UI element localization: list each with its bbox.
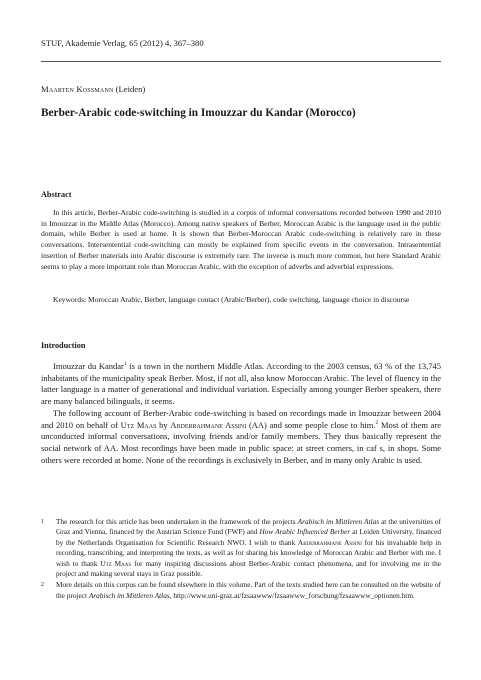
footnote-url-text[interactable]: , http://www.uni-graz.at/fzsaawww/fzsaawww_forschung/fzsaawww_optionen.htm. bbox=[169, 590, 415, 600]
keywords: Keywords: Moroccan Arabic, Berber, language contact (Arabic/Berber), code switching, language choice in discourse bbox=[53, 295, 410, 304]
abstract-heading: Abstract bbox=[41, 190, 72, 199]
text-run: Imouzzar du Kandar bbox=[53, 361, 124, 371]
person-name: Utz Maas bbox=[100, 558, 132, 568]
intro-paragraph-2 bbox=[41, 408, 441, 467]
project-title: Arabisch im Mittleren Atlas bbox=[88, 590, 170, 600]
text-run: Most of them are unconducted informal conversations, involving friends and/or family members. They thus basically represent the social network of AA. Most recordings have been made in public space: at street corners, in caf s, in shops. Some others were recorded at home. None of the recordings is exclusively in Berber, and in many only Arabic is used. bbox=[41, 419, 442, 465]
abstract-paragraph: In this article, Berber-Arabic code-switching is studied in a corpus of informal conversations recorded between 1990 and 2010 in Imouzzar in the Middle Atlas (Morocco). Among native speakers of Berber, Moroccan Arabic is the language used in the public domain, while Berber is used at home. It is shown that Berber-Moroccan Arabic code-switching is relatively rare in these conversations. Intersentential code-switching can mostly be explained from specific events in the conversation. Intrasentential insertion of Berber materials into Arabic discourse is extremely rare. The inverse is much more common, but here Standard Arabic seems to play a more important role than Moroccan Arabic, with the exception of adverbs and adverbial expressions. bbox=[41, 208, 441, 271]
text-run: at Leiden University, financed by the Netherlands Organisation for Scientific Research NWO. I wish to thank bbox=[56, 527, 441, 547]
footnote-2 bbox=[41, 580, 441, 601]
footnote-number: 1 bbox=[41, 519, 44, 525]
text-run: by bbox=[156, 419, 171, 430]
footnotes bbox=[41, 517, 441, 602]
project-title: Arabisch im Mittleren Atlas bbox=[297, 517, 380, 526]
abstract-text bbox=[41, 208, 441, 272]
text-run: for many inspiring discussions about Berber-Arabic contact phenomena, and for involving me in the project and making several stays in Graz possible. bbox=[56, 558, 441, 579]
introduction-body bbox=[41, 361, 441, 466]
text-run: The following account of Berber-Arabic code-switching is based on recordings made in Imouzzar between 2004 and 2010 on behalf of bbox=[41, 407, 441, 430]
project-title: How Arabic Influenced Berber bbox=[259, 527, 351, 537]
text-run: The research for this article has been undertaken in the framework of the projects bbox=[56, 517, 298, 526]
introduction-heading: Introduction bbox=[41, 341, 86, 350]
footnote-ref-2[interactable]: 2 bbox=[375, 419, 379, 426]
footnote-1 bbox=[41, 517, 441, 579]
text-run: More details on this corpus can be found elsewhere in this volume. Part of the texts studied here can be consulted on the website of the project bbox=[56, 580, 441, 600]
text-run: at the universities of Graz and Vienna, financed by the Austrian Science Fund (FWF) and bbox=[56, 517, 441, 537]
footnote-ref-1[interactable]: 1 bbox=[123, 361, 127, 368]
author-affiliation: (Leiden) bbox=[115, 84, 146, 94]
text-run: (AA) and some people close to him. bbox=[246, 419, 376, 430]
author-name: Maarten Kossmann bbox=[41, 84, 114, 94]
article-title: Berber-Arabic code-switching in Imouzzar du Kandar (Morocco) bbox=[41, 107, 356, 119]
person-name: Abderrahmane Assini bbox=[297, 537, 362, 547]
text-run: is a town in the northern Middle Atlas. According to the 2003 census, 63 % of the 13,745 inhabitants of the municipality speak Berber. Most, if not all, also know Moroccan Arabic. The level of fluency in the latter language is a matter of generational and individual variation. Especially among younger Berber speakers, there are many balanced bilinguals, it seems. bbox=[41, 361, 441, 407]
header-divider bbox=[41, 61, 441, 62]
journal-citation: STUF, Akademie Verlag, 65 (2012) 4, 367–380 bbox=[41, 38, 204, 48]
text-run: for his invaluable help in recording, transcribing, and interpreting the texts, as well as for sharing his knowledge of Moroccan Arabic and Berber with me. I wish to thank bbox=[56, 537, 441, 568]
author-line bbox=[41, 84, 145, 94]
footnote-number: 2 bbox=[41, 582, 44, 589]
person-name: Abderrahmane Assini bbox=[170, 419, 247, 430]
intro-paragraph-1 bbox=[41, 361, 441, 408]
person-name: Utz Maas bbox=[120, 419, 157, 430]
